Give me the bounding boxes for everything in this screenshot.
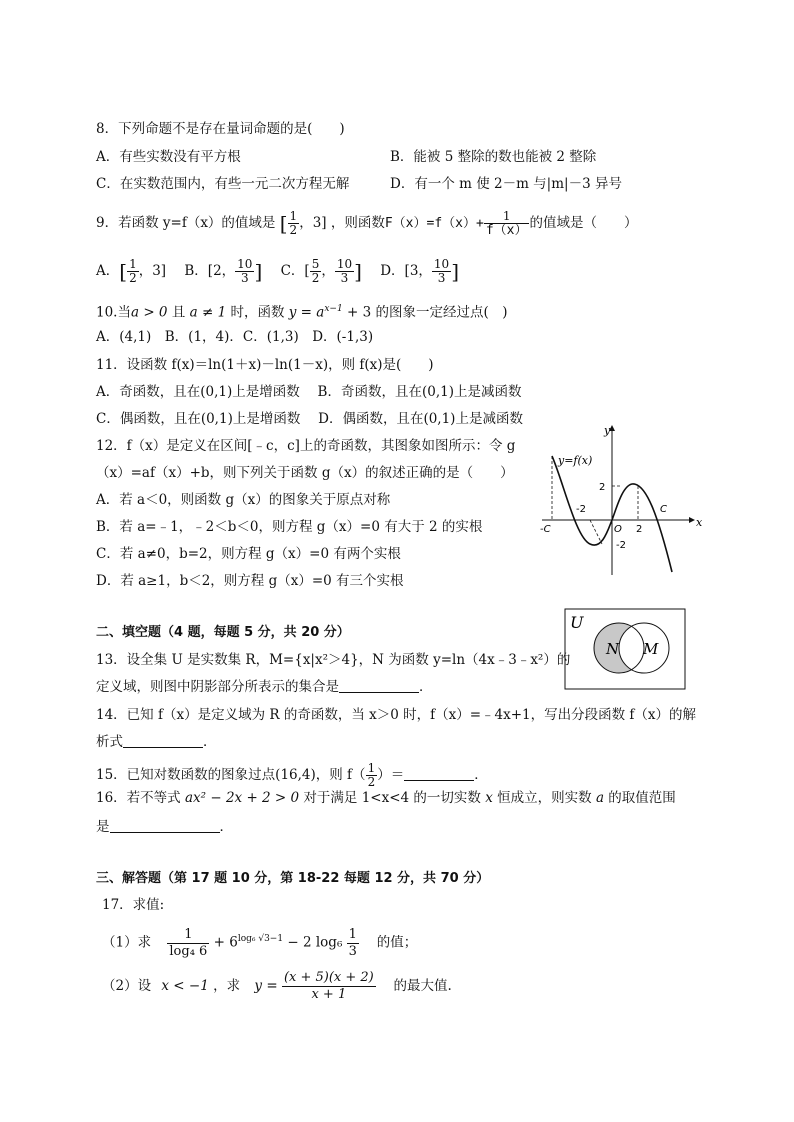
label-u: U [570, 613, 584, 632]
section-2-title: 二、填空题（4 题，每题 5 分，共 20 分） [96, 625, 350, 640]
y-axis-label: y [604, 424, 611, 437]
q9-mid: ，则函数 [330, 215, 385, 231]
answer-blank[interactable] [339, 678, 419, 693]
tick-neg-two-x: -2 [576, 504, 586, 515]
q17-part1: （1）求 $\frac{1}{\text{log₄ 6}}$ + $6^{log_6 √3-1} - 2$ log₆ $\frac{1}{3}$ 的值； [102, 926, 418, 959]
q13-line2: 定义域，则图中阴影部分所表示的集合是 ． [96, 679, 433, 695]
q8-option-d: D．有一个 m 使 2－m 与|m|－3 异号 [390, 176, 622, 192]
q11-options-cd: C．偶函数，且在(0,1)上是增函数 D．偶函数，且在(0,1)上是减函数 [96, 411, 523, 427]
q9-option-a: A．[ $\frac{1}{2}$ ，3] [96, 257, 167, 285]
q11-options-ab: A．奇函数，且在(0,1)上是增函数 B．奇函数，且在(0,1)上是减函数 [96, 384, 522, 400]
bracket: [ [279, 211, 288, 236]
fraction-half: $\frac{1}{2}$ [289, 209, 298, 237]
q12-function-graph [536, 420, 706, 580]
q9-options [96, 258, 459, 285]
label-n: N [606, 640, 620, 658]
q16-line2: 是 ． [96, 819, 233, 835]
fraction-one-third: $\frac{1}{3}$ [348, 926, 357, 959]
q9-option-b: B．[2， $\frac{10}{3}$ ] [184, 257, 263, 285]
q8-option-c: C．在实数范围内，有些一元二次方程无解 [96, 176, 350, 192]
venn-diagram [564, 608, 686, 690]
fraction-one-over-log: $\frac{1}{\text{log₄ 6}}$ [169, 926, 208, 959]
q9-option-c: C．[ $\frac{5}{2}$ ， $\frac{10}{3}$ ] [280, 257, 362, 285]
fraction-half: $\frac{1}{2}$ [367, 761, 376, 789]
q17-part2: （2）设 x < −1 ，求 y = $\frac{(x + 5)(x + 2)}{x + 1}$ 的最大值. [102, 970, 452, 1002]
q13-line1: 13．设全集 U 是实数集 R，M={x|x²＞4}，N 为函数 y=ln（4x﹣3﹣x²）的 [96, 652, 571, 668]
q8-stem: 8．下列命题不是存在量词命题的是( ) [96, 121, 345, 137]
q15: 15．已知对数函数的图象过点(16,4)，则 f（ $\frac{1}{2}$ ）＝ ． [96, 761, 488, 789]
dashed-guide-ymin [590, 520, 602, 544]
q12-option-c: C．若 a≠0，b=2，则方程 g（x）=0 有两个实根 [96, 546, 401, 562]
q12-stem-line1: 12．f（x）是定义在区间[﹣c，c]上的奇函数，其图象如图所示：令 g [96, 438, 516, 454]
q9-F: F（x）=f（x）+ [384, 216, 484, 231]
q9-option-d: D．[3， $\frac{10}{3}$ ] [380, 257, 460, 285]
section-3-title: 三、解答题（第 17 题 10 分，第 18-22 每题 12 分，共 70 分） [96, 871, 490, 886]
q17-stem: 17．求值: [102, 897, 165, 913]
fraction-expression: $\frac{(x + 5)(x + 2)}{x + 1}$ [283, 970, 374, 1002]
q8-option-b: B．能被 5 整除的数也能被 2 整除 [390, 149, 597, 165]
fraction-one-over-fx: $\frac{1}{f(x)}$ [485, 209, 528, 238]
tick-two-x: 2 [636, 524, 643, 535]
q10-options: A．(4,1) B．(1，4)．C．(1,3) D．(-1,3) [96, 329, 374, 345]
answer-blank[interactable] [123, 733, 203, 748]
q14-line2: 析式 ． [96, 734, 217, 750]
answer-blank[interactable] [404, 766, 474, 781]
q12-option-d: D．若 a≥1，b＜2，则方程 g（x）=0 有三个实根 [96, 573, 404, 589]
tick-neg-c: -C [540, 524, 551, 535]
q11-stem: 11．设函数 f(x)＝ln(1＋x)－ln(1－x)，则 f(x)是( ) [96, 357, 434, 373]
function-label: y=f(x) [558, 454, 593, 467]
q16-line1: 16．若不等式 ax² − 2x + 2 > 0 对于满足 1<x<4 的一切实数 x 恒成立，则实数 a 的取值范围 [96, 790, 676, 806]
q14-line1: 14．已知 f（x）是定义域为 R 的奇函数，当 x＞0 时，f（x）=﹣4x+1，写出分段函数 f（x）的解 [96, 707, 697, 723]
x-axis-label: x [696, 516, 703, 529]
tick-two-y: 2 [599, 482, 606, 493]
origin-label: O [614, 524, 622, 535]
q12-stem-line2: （x）=af（x）+b，则下列关于函数 g（x）的叙述正确的是（ ） [96, 465, 514, 481]
q12-option-a: A．若 a＜0，则函数 g（x）的图象关于原点对称 [96, 492, 391, 508]
answer-blank[interactable] [110, 818, 220, 833]
q12-option-b: B．若 a=﹣1，﹣2＜b＜0，则方程 g（x）=0 有大于 2 的实根 [96, 519, 483, 535]
tick-c: C [660, 504, 667, 515]
q8-option-a: A．有些实数没有平方根 [96, 149, 241, 165]
q9-post: 的值域是（ ） [529, 215, 638, 231]
q9-pre: 9．若函数 y=f（x）的值域是 [96, 215, 276, 231]
tick-neg-two-y: -2 [616, 540, 626, 551]
q9-stem: 9．若函数 y=f（x）的值域是 [ $\frac{1}{2}$ ，3] ，则函数F（x）=f（x）+ $\frac{1}{f(x)}$ 的值域是（ ） [96, 209, 638, 238]
label-m: M [643, 640, 659, 658]
q10-stem: 10.当a > 0 且 a ≠ 1 时，函数 $y = a^{x-1} + 3$ 的图象一定经过点( ) [96, 304, 508, 321]
